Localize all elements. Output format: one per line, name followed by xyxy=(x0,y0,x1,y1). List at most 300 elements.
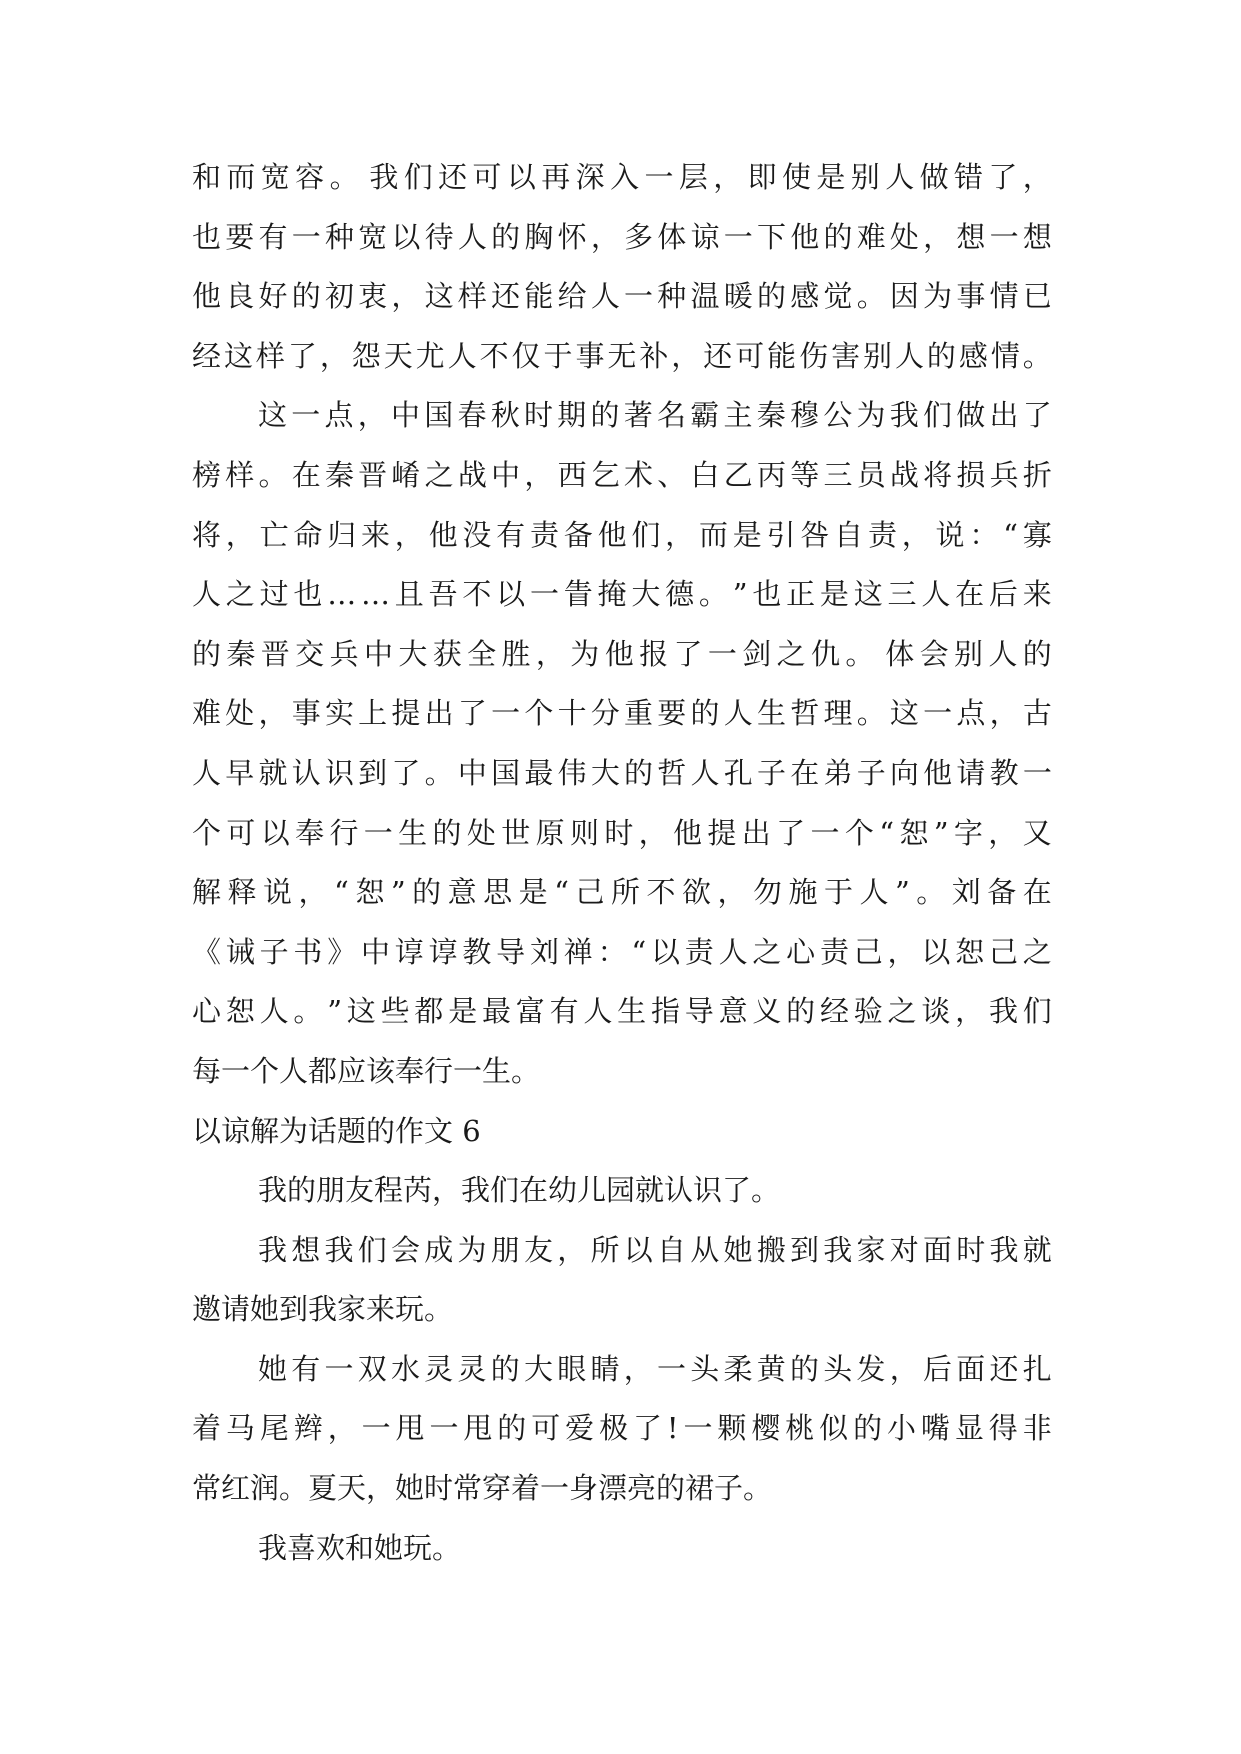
text-char: 行 xyxy=(329,815,359,850)
text-char: 是 xyxy=(448,994,478,1029)
text-char: 术 xyxy=(624,457,654,492)
text-char: 样 xyxy=(255,338,285,373)
text-char: ” xyxy=(732,577,748,612)
text-char: 名 xyxy=(657,398,687,433)
text-char: 桃 xyxy=(785,1411,815,1446)
text-char: 情 xyxy=(989,279,1019,314)
text-char: 非 xyxy=(1022,1411,1052,1446)
text-char: 恕 xyxy=(955,934,985,969)
text-char: 以 xyxy=(506,160,536,194)
text-char: 最 xyxy=(481,994,511,1029)
text-line xyxy=(192,1399,1052,1459)
text-char: 伤 xyxy=(799,338,829,373)
text-char: 小 xyxy=(887,1411,917,1446)
text-char: 古 xyxy=(1022,696,1052,731)
text-char: 的 xyxy=(756,279,786,314)
text-char: ， xyxy=(623,1351,653,1386)
text-char: 识 xyxy=(324,755,354,790)
text-line xyxy=(192,148,1052,208)
text-char: 向 xyxy=(889,755,919,790)
text-char: 一 xyxy=(683,1411,713,1446)
text-char: 子 xyxy=(856,755,886,790)
text-char: 害 xyxy=(831,338,861,373)
text-line: 我的朋友程芮，我们在幼儿园就认识了。 xyxy=(258,1173,781,1208)
text-char: 一 xyxy=(291,398,321,433)
text-char: 之 xyxy=(776,636,806,671)
text-line xyxy=(192,565,1052,625)
text-char: 样 xyxy=(225,457,255,492)
text-char: 颗 xyxy=(717,1411,747,1446)
text-char: 掩 xyxy=(597,577,627,612)
text-char: 中 xyxy=(360,934,390,969)
text-char: 头 xyxy=(690,1351,720,1386)
text-char: 义 xyxy=(752,994,782,1029)
text-char: 事 xyxy=(956,279,986,314)
text-char: 也 xyxy=(752,577,782,612)
text-char: 勿 xyxy=(752,875,782,910)
text-char: ， xyxy=(225,517,255,552)
text-char: 谆 xyxy=(428,934,458,969)
text-char: 引 xyxy=(766,517,796,552)
text-char: 他 xyxy=(192,279,222,314)
text-char: 晋 xyxy=(358,457,388,492)
text-char: ， xyxy=(357,398,387,433)
text-char: 可 xyxy=(226,815,256,850)
text-char: 将 xyxy=(192,517,222,552)
text-char: 感 xyxy=(958,338,988,373)
text-char: 。 xyxy=(845,636,875,671)
text-char: 秦 xyxy=(324,457,354,492)
text-char: 的 xyxy=(786,994,816,1029)
text-line xyxy=(192,1340,1052,1400)
text-char: 点 xyxy=(956,696,986,731)
text-char: ， xyxy=(901,517,931,552)
text-char: 的 xyxy=(690,696,720,731)
text-char: 待 xyxy=(424,219,454,254)
text-char: 再 xyxy=(541,160,571,194)
text-char: 胸 xyxy=(524,219,554,254)
text-char: ! xyxy=(666,1411,679,1446)
text-char: 世 xyxy=(501,815,531,850)
text-char: 主 xyxy=(723,398,753,433)
text-char: ： xyxy=(597,934,627,969)
text-char: … xyxy=(360,577,390,612)
text-char: 一 xyxy=(810,815,840,850)
text-char: 正 xyxy=(786,577,816,612)
text-char: ， xyxy=(319,338,349,373)
text-char: 中 xyxy=(491,457,521,492)
text-char: 有 xyxy=(258,219,288,254)
text-char: 一 xyxy=(324,1351,354,1386)
text-char: ： xyxy=(969,517,999,552)
text-line xyxy=(192,863,1052,923)
text-char: 国 xyxy=(491,755,521,790)
text-char: 经 xyxy=(192,338,222,373)
text-char: 孔 xyxy=(723,755,753,790)
text-char: 则 xyxy=(569,815,599,850)
text-char: 在 xyxy=(1022,875,1052,910)
text-char: 哲 xyxy=(790,696,820,731)
text-char: 体 xyxy=(885,636,915,671)
text-char: 也 xyxy=(293,577,323,612)
text-line xyxy=(192,327,1052,387)
text-char: 为 xyxy=(570,636,600,671)
text-char: 国 xyxy=(424,398,454,433)
text-char: ， xyxy=(989,696,1019,731)
text-char: 之 xyxy=(887,994,917,1029)
text-char: 得 xyxy=(988,1411,1018,1446)
text-char: 以 xyxy=(391,219,421,254)
text-char: 已 xyxy=(1022,279,1052,314)
text-char: 灵 xyxy=(457,1351,487,1386)
text-char: 己 xyxy=(853,934,883,969)
text-char: 这 xyxy=(258,398,288,433)
text-char: 谅 xyxy=(690,219,720,254)
text-char: 十 xyxy=(557,696,587,731)
text-char: 胜 xyxy=(501,636,531,671)
text-char: 三 xyxy=(823,457,853,492)
text-char: 早 xyxy=(225,755,255,790)
text-char: ” xyxy=(933,815,949,850)
text-char: 做 xyxy=(919,160,949,194)
text-char: 在 xyxy=(955,577,985,612)
text-char: 人 xyxy=(583,994,613,1029)
text-char: 的 xyxy=(192,636,222,671)
text-char: 有 xyxy=(496,517,526,552)
text-char: 战 xyxy=(889,457,919,492)
text-char: 们 xyxy=(403,160,433,194)
text-char: 多 xyxy=(624,219,654,254)
text-char: 提 xyxy=(707,815,737,850)
text-char: 一 xyxy=(1022,755,1052,790)
text-line xyxy=(192,982,1052,1042)
text-char: 以 xyxy=(260,815,290,850)
text-char: … xyxy=(327,577,357,612)
text-char: 和 xyxy=(192,160,222,194)
text-char: 谈 xyxy=(921,994,951,1029)
section-heading: 以谅解为话题的作文 6 xyxy=(192,1113,481,1148)
text-char: 而 xyxy=(698,517,728,552)
text-char: 。 xyxy=(916,875,946,910)
text-char: 在 xyxy=(291,457,321,492)
text-char: 而 xyxy=(226,160,256,194)
text-char: ， xyxy=(557,1232,587,1267)
text-char: 双 xyxy=(357,1351,387,1386)
text-char: 仇 xyxy=(811,636,841,671)
text-line xyxy=(192,625,1052,685)
text-char: 将 xyxy=(923,457,953,492)
text-char: 时 xyxy=(956,1232,986,1267)
text-char: 这 xyxy=(889,696,919,731)
text-char: 甩 xyxy=(395,1411,425,1446)
text-char: 哲 xyxy=(657,755,687,790)
text-char: 一 xyxy=(624,279,654,314)
text-char: 获 xyxy=(432,636,462,671)
text-char: 释 xyxy=(227,875,257,910)
text-char: 》 xyxy=(327,934,357,969)
text-char: 子 xyxy=(259,934,289,969)
text-char: 在 xyxy=(790,755,820,790)
text-char: 我 xyxy=(324,1232,354,1267)
text-char: 朋 xyxy=(490,1232,520,1267)
text-char: ， xyxy=(988,815,1018,850)
text-char: 种 xyxy=(324,219,354,254)
text-char: ， xyxy=(258,696,288,731)
text-char: 榜 xyxy=(192,457,222,492)
text-char: 乞 xyxy=(590,457,620,492)
text-char: “ xyxy=(554,875,569,910)
text-char: 责 xyxy=(867,517,897,552)
text-char: 人 xyxy=(718,934,748,969)
text-char: 了 xyxy=(632,1411,662,1446)
text-char: 经 xyxy=(819,994,849,1029)
text-char: 难 xyxy=(856,219,886,254)
text-char: 人 xyxy=(192,577,222,612)
text-char: ， xyxy=(665,517,695,552)
text-char: 情 xyxy=(990,338,1020,373)
text-char: 是 xyxy=(518,875,548,910)
text-char: 不 xyxy=(479,338,509,373)
text-char: 人 xyxy=(921,577,951,612)
text-line: 邀请她到我家来玩。 xyxy=(192,1292,454,1327)
text-char: 提 xyxy=(391,696,421,731)
text-line: 常红润。夏天，她时常穿着一身漂亮的裙子。 xyxy=(192,1471,773,1506)
text-char: 想 xyxy=(956,219,986,254)
text-line xyxy=(192,923,1052,983)
text-char: 认 xyxy=(291,755,321,790)
text-char: 我 xyxy=(823,1232,853,1267)
text-char: 处 xyxy=(225,696,255,731)
text-char: 错 xyxy=(953,160,983,194)
text-char: 己 xyxy=(988,934,1018,969)
text-char: 嘴 xyxy=(920,1411,950,1446)
text-char: 实 xyxy=(324,696,354,731)
text-line xyxy=(192,506,1052,566)
text-char: 剑 xyxy=(742,636,772,671)
text-char: 们 xyxy=(631,517,661,552)
text-char: 秦 xyxy=(756,398,786,433)
text-char: 要 xyxy=(657,696,687,731)
text-char: 马 xyxy=(225,1411,255,1446)
text-char: 暖 xyxy=(723,279,753,314)
text-char: 能 xyxy=(767,338,797,373)
text-char: 初 xyxy=(324,279,354,314)
text-char: ” xyxy=(390,875,406,910)
text-char: 感 xyxy=(790,279,820,314)
text-char: 交 xyxy=(295,636,325,671)
text-char: 咎 xyxy=(800,517,830,552)
text-char: 就 xyxy=(258,755,288,790)
text-char: 的 xyxy=(412,875,442,910)
text-char: 归 xyxy=(327,517,357,552)
text-char: 些 xyxy=(380,994,410,1029)
text-char: 以 xyxy=(650,934,680,969)
text-char: 怀 xyxy=(557,219,587,254)
text-char: 且 xyxy=(394,577,424,612)
text-char: 以 xyxy=(623,1232,653,1267)
text-line xyxy=(192,267,1052,327)
text-char: 觉 xyxy=(823,279,853,314)
text-char: 伟 xyxy=(557,755,587,790)
text-char: 层 xyxy=(678,160,708,194)
text-char: 著 xyxy=(623,398,653,433)
text-char: 乙 xyxy=(723,457,753,492)
text-char: 的 xyxy=(432,815,462,850)
text-char: 下 xyxy=(756,219,786,254)
text-char: 我 xyxy=(988,994,1018,1029)
text-char: 。 xyxy=(293,994,323,1029)
text-char: 成 xyxy=(424,1232,454,1267)
text-char: 理 xyxy=(823,696,853,731)
text-char: 着 xyxy=(192,1411,222,1446)
text-char: 请 xyxy=(956,755,986,790)
text-char: 。 xyxy=(856,279,886,314)
text-char: 己 xyxy=(575,875,605,910)
text-char: 个 xyxy=(524,696,554,731)
text-char: 是 xyxy=(732,517,762,552)
text-char: 的 xyxy=(491,219,521,254)
text-char: 子 xyxy=(756,755,786,790)
text-line xyxy=(192,386,1052,446)
text-char: 他 xyxy=(597,517,627,552)
text-char: 就 xyxy=(1022,1232,1052,1267)
text-char: 别 xyxy=(850,160,880,194)
text-char: 报 xyxy=(639,636,669,671)
text-char: 我 xyxy=(989,1232,1019,1267)
text-char: 为 xyxy=(923,279,953,314)
text-char: 没 xyxy=(462,517,492,552)
text-char: 人 xyxy=(259,994,289,1029)
text-char: 于 xyxy=(823,875,853,910)
text-char: 一 xyxy=(291,219,321,254)
text-line xyxy=(192,744,1052,804)
text-char: 欲 xyxy=(681,875,711,910)
text-char: 命 xyxy=(293,517,323,552)
text-char: ， xyxy=(524,457,554,492)
text-char: 。 xyxy=(698,577,728,612)
text-char: 一 xyxy=(657,1351,687,1386)
text-char: 期 xyxy=(557,398,587,433)
text-char: 点 xyxy=(324,398,354,433)
text-char: 怨 xyxy=(351,338,381,373)
text-char: 可 xyxy=(735,338,765,373)
text-char: 一 xyxy=(529,577,559,612)
text-char: 。 xyxy=(258,457,288,492)
text-char: 折 xyxy=(1022,457,1052,492)
text-char: 这 xyxy=(853,577,883,612)
text-char: 的 xyxy=(1022,636,1052,671)
text-char: 个 xyxy=(192,815,222,850)
text-char: 还 xyxy=(989,1351,1019,1386)
text-char: 春 xyxy=(457,398,487,433)
text-char: 尤 xyxy=(415,338,445,373)
text-char: 时 xyxy=(524,398,554,433)
text-char: 眼 xyxy=(557,1351,587,1386)
text-char: 一 xyxy=(989,219,1019,254)
text-char: 兵 xyxy=(989,457,1019,492)
text-char: 人 xyxy=(590,279,620,314)
text-char: 。 xyxy=(856,696,886,731)
text-char: 处 xyxy=(889,219,919,254)
text-char: 睛 xyxy=(590,1351,620,1386)
text-char: 事 xyxy=(575,338,605,373)
text-char: 我 xyxy=(889,398,919,433)
text-char: 因 xyxy=(889,279,919,314)
text-char: 亡 xyxy=(259,517,289,552)
text-char: 想 xyxy=(291,1232,321,1267)
text-char: 他 xyxy=(428,517,458,552)
text-char: 无 xyxy=(607,338,637,373)
text-char: 到 xyxy=(790,1232,820,1267)
text-char: 樱 xyxy=(751,1411,781,1446)
text-char: 的 xyxy=(497,1411,527,1446)
text-char: 。 xyxy=(329,160,359,194)
text-char: 于 xyxy=(543,338,573,373)
text-char: 这 xyxy=(424,279,454,314)
text-line: 每一个人都应该奉行一生。 xyxy=(192,1053,541,1088)
text-char: 补 xyxy=(639,338,669,373)
text-char: 了 xyxy=(776,815,806,850)
text-char: 霸 xyxy=(690,398,720,433)
text-char: 仅 xyxy=(511,338,541,373)
text-char: 他 xyxy=(604,636,634,671)
text-char: 意 xyxy=(447,875,477,910)
text-char: 大 xyxy=(398,636,428,671)
text-char: 兵 xyxy=(329,636,359,671)
text-char: 自 xyxy=(657,1232,687,1267)
text-char: 员 xyxy=(856,457,886,492)
text-char: 一 xyxy=(923,696,953,731)
text-char: 她 xyxy=(723,1232,753,1267)
text-char: 出 xyxy=(741,815,771,850)
text-char: 思 xyxy=(483,875,513,910)
text-char: 们 xyxy=(357,1232,387,1267)
text-char: 禅 xyxy=(563,934,593,969)
text-char: 难 xyxy=(192,696,222,731)
text-char: 崤 xyxy=(391,457,421,492)
text-char: 的 xyxy=(853,1411,883,1446)
text-char: 好 xyxy=(258,279,288,314)
text-char: 重 xyxy=(624,696,654,731)
text-char: 柔 xyxy=(723,1351,753,1386)
text-char: 指 xyxy=(650,994,680,1029)
text-char: 奉 xyxy=(295,815,325,850)
text-char: 生 xyxy=(398,815,428,850)
text-char: 穆 xyxy=(790,398,820,433)
text-char: 时 xyxy=(604,815,634,850)
text-char: 心 xyxy=(786,934,816,969)
text-char: 备 xyxy=(987,875,1017,910)
text-char: 一 xyxy=(361,1411,391,1446)
text-char: 我 xyxy=(258,1232,288,1267)
text-char: 中 xyxy=(363,636,393,671)
text-char: 三 xyxy=(887,577,917,612)
text-char: 了 xyxy=(1022,398,1052,433)
text-char: 分 xyxy=(590,696,620,731)
text-char: 的 xyxy=(926,338,956,373)
text-char: 。 xyxy=(1022,338,1052,373)
text-char: 出 xyxy=(424,696,454,731)
text-char: 这 xyxy=(223,338,253,373)
text-char: 全 xyxy=(467,636,497,671)
text-char: 为 xyxy=(457,1232,487,1267)
text-char: 人 xyxy=(885,160,915,194)
text-char: 施 xyxy=(788,875,818,910)
text-char: 一 xyxy=(644,160,674,194)
text-char: 自 xyxy=(834,517,864,552)
text-char: ， xyxy=(298,875,328,910)
text-char: 天 xyxy=(383,338,413,373)
